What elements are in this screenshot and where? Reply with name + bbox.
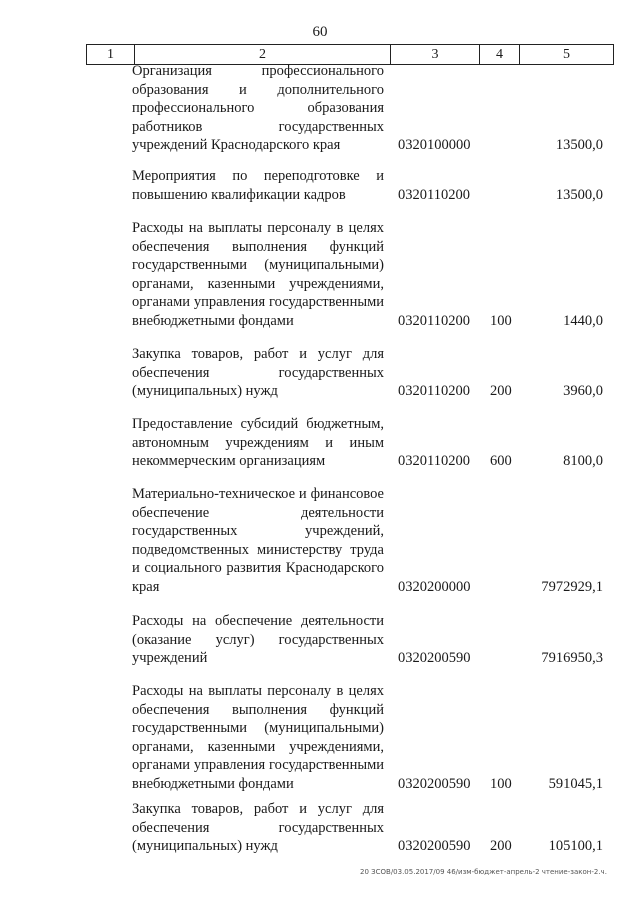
row-description: Мероприятия по переподготовке и повышению квалификации кадров	[132, 168, 384, 203]
row-expense-type: 200	[490, 383, 512, 400]
row-description: Расходы на обеспечение деятельности (оказание услуг) государственных учреждений	[132, 613, 384, 667]
row-amount: 3960,0	[563, 383, 603, 400]
row-code: 0320200590	[398, 838, 471, 855]
row-code: 0320200000	[398, 579, 471, 596]
column-header-3: 3	[391, 45, 480, 65]
page-number: 60	[312, 24, 328, 40]
row-code: 0320110200	[398, 383, 470, 400]
row-description: Материально-техническое и финансовое обеспечение деятельности государственных учреждений, подведомственных министерству труда и социального развития Краснодарского края	[132, 486, 384, 595]
column-header-4: 4	[480, 45, 520, 65]
row-description: Закупка товаров, работ и услуг для обеспечения государственных (муниципальных) нужд	[132, 801, 384, 855]
row-amount: 13500,0	[555, 187, 603, 204]
table-row	[0, 612, 640, 668]
row-amount: 105100,1	[548, 838, 603, 855]
table-row	[0, 800, 640, 856]
row-description: Предоставление субсидий бюджетным, автономным учреждениям и иным некоммерческим организациям	[132, 416, 384, 470]
row-description: Расходы на выплаты персоналу в целях обеспечения выполнения функций государственными (муниципальными) органами, казенными учреждениями, органами управления государственными внебюджетными фондами	[132, 220, 384, 329]
row-expense-type: 600	[490, 453, 512, 470]
row-description: Закупка товаров, работ и услуг для обеспечения государственных (муниципальных) нужд	[132, 346, 384, 400]
column-header-5: 5	[520, 45, 614, 65]
row-amount: 7916950,3	[541, 650, 603, 667]
row-amount: 591045,1	[548, 776, 603, 793]
row-code: 0320100000	[398, 137, 471, 154]
row-code: 0320110200	[398, 453, 470, 470]
row-description: Организация профессионального образования и дополнительного профессионального образования работников государственных учреждений Краснодарского края	[132, 63, 384, 154]
table-row	[0, 682, 640, 794]
table-row	[0, 219, 640, 331]
row-expense-type: 100	[490, 776, 512, 793]
row-amount: 8100,0	[563, 453, 603, 470]
row-code: 0320200590	[398, 650, 471, 667]
table-row	[0, 62, 640, 155]
column-header-1: 1	[87, 45, 135, 65]
row-code: 0320200590	[398, 776, 471, 793]
row-expense-type: 100	[490, 313, 512, 330]
footer-file-note: 20 ЗСОВ/03.05.2017/09 46/изм-бюджет-апрель-2 чтение-закон-2.ч.	[360, 868, 607, 876]
row-amount: 13500,0	[555, 137, 603, 154]
row-code: 0320110200	[398, 313, 470, 330]
table-row	[0, 485, 640, 597]
row-description: Расходы на выплаты персоналу в целях обеспечения выполнения функций государственными (муниципальными) органами, казенными учреждениями, органами управления государственными внебюджетными фондами	[132, 683, 384, 792]
table-row	[0, 167, 640, 205]
column-header-2: 2	[135, 45, 391, 65]
table-row	[0, 345, 640, 401]
row-code: 0320110200	[398, 187, 470, 204]
row-amount: 1440,0	[563, 313, 603, 330]
table-row	[0, 415, 640, 471]
row-expense-type: 200	[490, 838, 512, 855]
row-amount: 7972929,1	[541, 579, 603, 596]
